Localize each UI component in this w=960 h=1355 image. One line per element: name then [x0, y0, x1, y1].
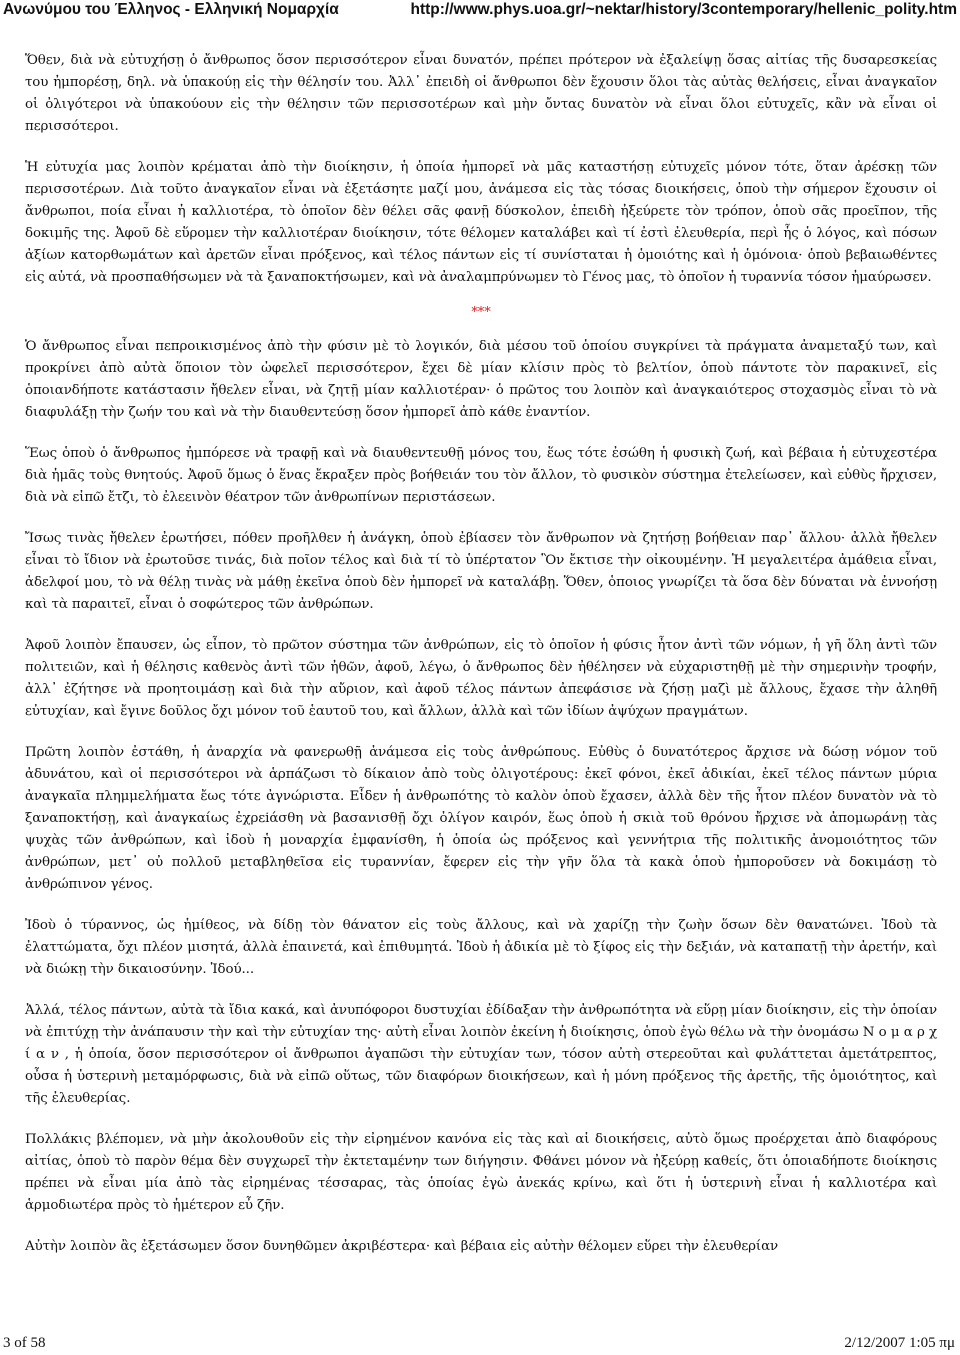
paragraph: Πρῶτη λοιπὸν ἐστάθη, ἡ ἀναρχία νὰ φανερωθῇ ἀνάμεσα εἰς τοὺς ἀνθρώπους. Εὐθὺς ὁ δυνατότερος ἄρχισε νὰ δώσῃ νόμον τοῦ ἀδυνάτου, καὶ οἱ περισσότεροι νὰ ἁρπάζωσι τὸ δίκαιον ἀπὸ τοὺς ὀλιγοτέρους: ἐκεῖ φόνοι, ἐκεῖ ἀδικίαι, ἐκεῖ τέλος πάντων μύρια ἀναγκαῖα πλημμελήματα ἔως τότε ἀγνώριστα. Εἶδεν ἡ ἀνθρωπότης τὸ καλὸν ὁποὺ ἔχασεν, ἀλλὰ δὲν τῆς ἦτον πλέον δυνατὸν νὰ τὸ ξαναποκτήσῃ, καὶ ἀναγκαίως ἐχρεiάσθη νὰ βασανισθῇ ὄχι ὀλίγον καιρόν, ἕως ὁποὺ ἡ σκιὰ τοῦ θρόνου ἤρχισε νὰ ἀπομωράνῃ τὰς ψυχὰς τῶν ἀνθρώπων, καὶ ἰδοὺ ἡ μοναρχία ἐμφανίσθη, ἡ ὁποία ὡς πρόξενος καὶ γεννήτρια τῆς πολιτικῆς ἀνομοιότητος τῶν ἀνθρώπων, μετ᾿ οὐ πολλοῦ μεταβληθεῖσα εἰς τυραννίαν, ἔφερεν εἰς τὴν γῆν ὅλα τὰ κακὰ ὁποὺ ἠμποροῦσεν νὰ δοκιμάσῃ τὸ ἀνθρώπινον γένος.: [25, 745, 937, 892]
paragraph: Ἀφοῦ λοιπὸν ἔπαυσεν, ὡς εἶπον, τὸ πρῶτον σύστημα τῶν ἀνθρώπων, εἰς τὸ ὁποῖον ἡ φύσις ἦτον ἀντὶ τῶν νόμων, ἡ γῆ ὅλη ἀντὶ τῶν πολιτειῶν, καὶ ἡ θέλησις καθενὸς ἀντὶ τῶν ἠθῶν, ἀφοῦ, λέγω, ὁ ἄνθρωπος δὲν ἠθέλησεν νὰ εὐχαριστηθῇ μὲ τὴν σημερινὴν τροφήν, ἀλλ᾿ ἐζήτησε νὰ προητοιμάσῃ καὶ διὰ τὴν αὔριον, καὶ ἀφοῦ τέλος πάντων ἀπεφάσισε νὰ ζήσῃ μαζὶ μὲ ἄλλους, ἔχασε τὴν ἀληθῆ εὐτυχίαν, καὶ ἔγινε δοῦλος ὄχι μόνον τοῦ ἑαυτοῦ του, καὶ ἄλλων, ἀλλὰ καὶ τῶν ἰδίων ἀψύχων πραγμάτων.: [25, 638, 937, 719]
paragraph: Ἕως ὁποὺ ὁ ἄνθρωπος ἠμπόρεσε νὰ τραφῇ καὶ νὰ διαυθεντευθῇ μόνος του, ἕως τότε ἐσώθη ἡ φυσικὴ ζωή, καὶ βέβαια ἡ εὐτυχεστέρα διὰ ἡμᾶς τοὺς θνητούς. Ἀφοῦ ὅμως ὁ ἕνας ἔκραξεν πρὸς βοήθειάν του τὸν ἄλλον, τὸ φυσικὸν σύστημα ἐτελείωσεν, καὶ εὐθὺς ἤρχισεν, διὰ νὰ εἰπῶ ἔτζι, τὸ ἐλεεινὸν θέατρον τῶν ἀνθρωπίνων περιστάσεων.: [25, 446, 937, 505]
paragraph: Ὁ ἄνθρωπος εἶναι πεπροικισμένος ἀπὸ τὴν φύσιν μὲ τὸ λογικόν, διὰ μέσου τοῦ ὁποίου συγκρίνει τὰ πράγματα ἀναμεταξύ των, καὶ προκρίνει ἀπὸ αὐτὰ ὅποιον τὸν ὠφελεῖ περισσότερον, ἔχει δὲ μίαν κλίσιν πρὸς τὸ βελτίον, ὁποὺ πάντοτε τὸν παρακινεῖ, εἰς ὁποιανδήποτε κατάστασιν ἤθελεν εἶναι, νὰ ζητῇ μίαν καλλιοτέραν· ὁ πρῶτος του λοιπὸν καὶ ἀναγκαιότερος στοχασμὸς εἶναι τὸ νὰ διαφυλάξῃ τὴν ζωήν του καὶ νὰ τὴν διαυθεντεύσῃ ὅσον ἠμπορεῖ ἀπὸ κάθε ἐναντίον.: [25, 339, 937, 420]
print-footer: [0, 1334, 960, 1354]
paragraph: Ὅθεν, διὰ νὰ εὐτυχήσῃ ὁ ἄνθρωπος ὅσον περισσότερον εἶναι δυνατόν, πρέπει πρότερον νὰ ἐξαλείψῃ ὅσας αἰτίας τῆς δυσαρεσκείας του ἠμπορέσῃ, δηλ. νὰ ὑπακούῃ εἰς τὴν θέλησίν του. Ἀλλ᾿ ἐπειδὴ οἱ ἄνθρωποι δὲν ἔχουσιν ὅλοι τὰς αὐτὰς θελήσεις, εἶναι ἀναγκαῖον οἱ ὀλιγότεροι νὰ ὑπακούουν εἰς τὴν θέλησιν τῶν περισσοτέρων καὶ μὴν ὄντας δυνατὸν νὰ εἶναι ὅλοι εὐτυχεῖς, κἂν νὰ εἶναι οἱ περισσότεροι.: [25, 53, 937, 134]
paragraph: Ἡ εὐτυχία μας λοιπὸν κρέμαται ἀπὸ τὴν διοίκησιν, ἡ ὁποία ἠμπορεῖ νὰ μᾶς καταστήσῃ εὐτυχεῖς μόνον τότε, ὅταν ἀρέσκῃ τῶν περισσοτέρων. Διὰ τοῦτο ἀναγκαῖον εἶναι νὰ ἐξετάσητε μαζί μου, ἀνάμεσα εἰς τὰς τόσας διοικήσεις, ὁποὺ τὴν σήμερον ἔχουσιν οἱ ἄνθρωποι, ποία εἶναι ἡ καλλιοτέρα, τὸ ὁποῖον δὲν θέλει σᾶς φανῇ δύσκολον, ἐπειδὴ ἠξεύρετε τὸν τρόπον, ὁποὺ σᾶς προεῖπον, τῆς δοκιμῆς της. Ἀφοῦ δὲ εὕρομεν τὴν καλλιοτέραν διοίκησιν, τότε θέλομεν καταλάβει καὶ τί ἐστὶ ἐλευθερία, περὶ ἧς ὁ λόγος, καὶ πόσων ἀξίων κατορθωμάτων καὶ ἀρετῶν εἶναι πρόξενος, καὶ τέλος πάντων εἰς τί συνίσταται ἡ ὁμοιότης καὶ ἡ ὁμόνοια· ὁποὺ βεβαιωθέντες εἰς αὐτά, νὰ προσπαθήσωμεν νὰ τὰ ξαναποκτήσωμεν, καὶ νὰ ἀναλαμπρύνωμεν τὸ Γένος μας, τὸ ὁποῖον ἡ τυραννία τόσον ἠμαύρωσεν.: [25, 160, 937, 285]
page-number: 3 of 58: [3, 1335, 46, 1351]
print-datetime: 2/12/2007 1:05 πμ: [844, 1335, 955, 1351]
paragraph: Πολλάκις βλέπομεν, νὰ μὴν ἀκολουθοῦν εἰς τὴν εἰρημένον κανόνα εἰς τὰς καὶ αἱ διοικήσεις, αὐτὸ ὅμως προέρχεται ἀπὸ διαφόρους αἰτίας, ὁποὺ τὸ παρὸν θέμα δὲν συγχωρεῖ τὴν ἐκτεταμένην των διήγησιν. Φθάνει μόνον νὰ ἠξεύρῃ καθείς, ὅτι ὁποιαδήποτε διοίκησις πρέπει νὰ εἶναι μία ἀπὸ τὰς εἰρημένας τέσσαρας, τὰς ὁποίας ἐγὼ ἀνεκάς κρίνω, καὶ ὅτι ἡ ὑστερινὴ εἶναι ἡ καλλιοτέρα καὶ ἁρμοδιωτέρα πρὸς τὸ ἡμέτερον εὖ ζῆν.: [25, 1132, 937, 1213]
paragraph: Ἀλλά, τέλος πάντων, αὐτὰ τὰ ἴδια κακά, καὶ ἀνυπόφοροι δυστυχίαι ἐδίδαξαν τὴν ἀνθρωπότητα νὰ εὕρῃ μίαν διοίκησιν, εἰς τὴν ὁποίαν νὰ ἐπιτύχῃ τὴν ἀνάπαυσιν τὴν καὶ τὴν εὐτυχίαν της· αὐτὴ εἶναι λοιπὸν ἐκείνη ἡ διοίκησις, ὁποὺ ἐγὼ θέλω νὰ τὴν ὀνομάσω Ν ο μ α ρ χ ί α ν , ἡ ὁποία, ὅσον περισσότερον οἱ ἄνθρωποι ἀγαπῶσι τὴν εὐτυχίαν των, τόσον αὐτὴ στερεοῦται καὶ φυλάττεται ἀμετάτρεπτος, οὖσα ἡ ὑστερινὴ μεταμόρφωσις, διὰ νὰ εἰπῶ οὕτως, τῶν διαφόρων διοικήσεων, καὶ ἡ μόνη πρόξενος τῆς ἀρετῆς, τῆς ὁμοιότητος, καὶ τῆς ἐλευθερίας.: [25, 1003, 937, 1106]
print-header: [0, 0, 960, 22]
paragraph: Ἰδοὺ ὁ τύραννος, ὡς ἡμίθεος, νὰ δίδῃ τὸν θάνατον εἰς τοὺς ἄλλους, καὶ νὰ χαρίζῃ τὴν ζωὴν ὅσων δὲν θανατώνει. Ἰδοὺ τὰ ἐλαττώματα, ὄχι πλέον μισητά, ἀλλὰ ἐπαινετά, καὶ ἐπιθυμητά. Ἰδοὺ ἡ ἀδικία μὲ τὸ ξίφος εἰς τὴν δεξιάν, νὰ καταπατῇ τὴν ἀρετήν, καὶ νὰ διώκῃ τὴν δικαιοσύνην. Ἰδού...: [25, 918, 937, 977]
paragraph: Αὐτὴν λοιπὸν ἂς ἐξετάσωμεν ὅσον δυνηθῶμεν ἀκριβέστερα· καὶ βέβαια εἰς αὐτὴν θέλομεν εὕρει τὴν ἐλευθερίαν: [25, 1239, 779, 1254]
header-url: http://www.phys.uoa.gr/~nektar/history/3contemporary/hellenic_polity.htm: [410, 1, 957, 18]
paragraph: Ἴσως τινὰς ἤθελεν ἐρωτήσει, πόθεν προῆλθεν ἡ ἀνάγκη, ὁποὺ ἐβίασεν τὸν ἄνθρωπον νὰ ζητήσῃ βοήθειαν παρ᾿ ἄλλου· ἀλλὰ ἤθελεν εἶναι τὸ ἴδιον νὰ ἐρωτοῦσε τινάς, διὰ ποῖον τέλος καὶ διὰ τί τὸ ὑπέρτατον Ὂν ἔκτισε τὴν οἰκουμένην. Ἡ μεγαλειτέρα ἀμάθεια εἶναι, ἀδελφοί μου, τὸ νὰ θέλῃ τινὰς νὰ μάθῃ ἐκεῖνα ὁποὺ δὲν ἠμπορεῖ νὰ καταλάβῃ. Ὅθεν, ὁποιος γνωρίζει τὰ ὅσα δὲν δύναται νὰ ἐννοήσῃ καὶ τὰ παραιτεῖ, εἶναι ὁ σοφώτερος τῶν ἀνθρώπων.: [25, 531, 937, 612]
header-title: Ανωνύμου του Έλληνος - Ελληνική Νομαρχία: [3, 1, 339, 18]
document-body: [25, 50, 937, 1277]
section-separator: ***: [471, 305, 491, 320]
